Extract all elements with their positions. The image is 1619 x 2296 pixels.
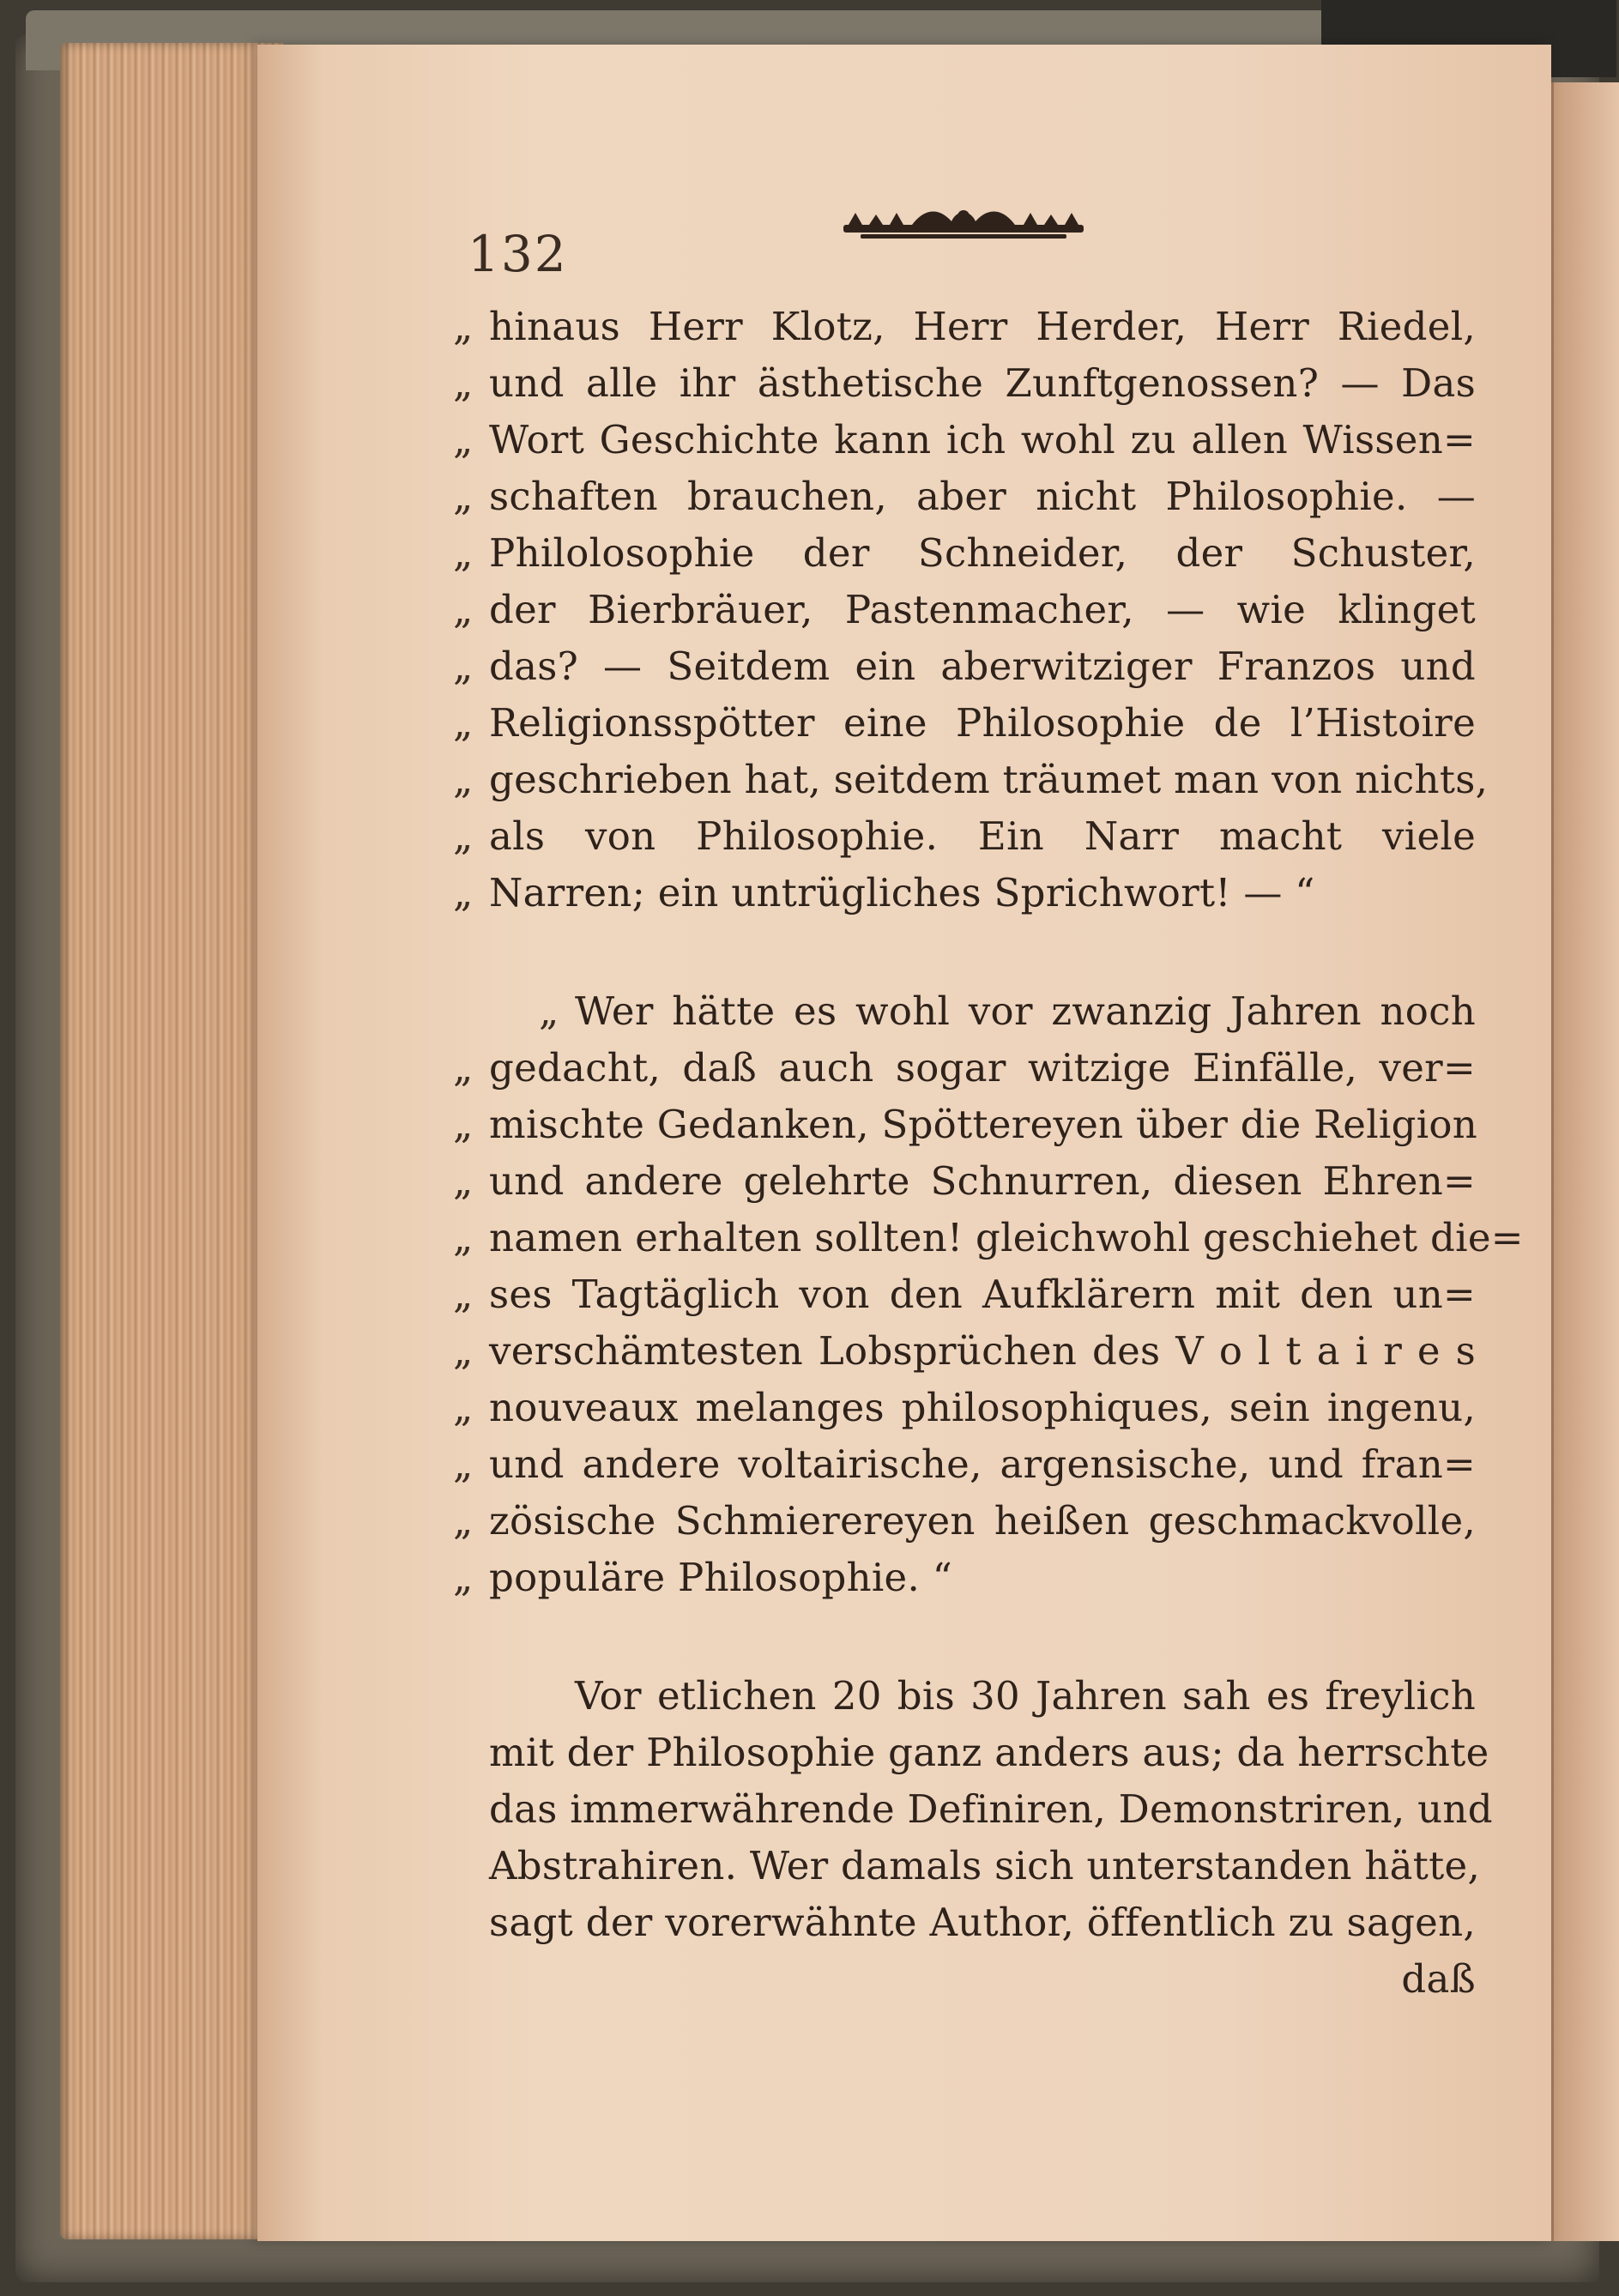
quote-mark: „ [453,1555,474,1600]
line-text: Narren; ein untrügliches Sprichwort! — “ [489,870,1315,915]
text-line [453,582,1476,638]
line-text: Religionsspötter eine Philosophie de l’Histoire [489,700,1476,746]
text-line [453,638,1476,695]
text-line [453,1266,1476,1323]
quote-mark: „ [453,1045,474,1091]
quote-mark: „ [453,1272,474,1317]
text-line [453,355,1476,412]
quote-mark: „ [453,700,474,746]
catchword [489,1951,1476,2008]
line-text: namen erhalten sollten! gleichwohl geschiehet die= [489,1215,1524,1260]
line-text: Vor etlichen 20 bis 30 Jahren sah es freylich [575,1673,1476,1719]
text-line [453,1097,1478,1153]
text-line [453,1040,1476,1097]
line-text: der Bierbräuer, Pastenmacher, — wie klinget [489,587,1476,632]
page-text [453,299,1524,2008]
line-text: daß [1401,1956,1476,2002]
line-text: das immerwährende Definiren, Demonstriren, und [489,1786,1493,1832]
text-line [453,525,1476,582]
line-text: schaften brauchen, aber nicht Philosophie. — [489,474,1476,519]
text-line [453,412,1476,468]
text-line [489,1781,1493,1838]
quote-mark: „ [453,813,474,859]
quote-mark: „ [453,474,474,519]
facing-page-edge [1551,82,1619,2241]
text-line [453,865,1476,921]
line-text: mischte Gedanken, Spöttereyen über die Religion [489,1102,1478,1147]
text-line [453,1153,1476,1210]
quote-mark: „ [453,1158,474,1204]
text-line [489,1894,1476,1951]
line-text: das? — Seitdem ein aberwitziger Franzos und [489,643,1476,689]
text-line [453,695,1476,752]
line-text: sagt der vorerwähnte Author, öffentlich zu sagen, [489,1900,1476,1945]
quote-mark: „ [453,1441,474,1487]
quote-mark: „ [453,643,474,689]
quote-mark: „ [453,757,474,802]
line-text: verschämtesten Lobsprüchen des V o l t a i r e s [489,1328,1476,1374]
text-line [453,1323,1476,1380]
quote-mark: „ [539,988,559,1034]
quote-mark: „ [453,1102,474,1147]
text-line [453,1380,1476,1436]
text-line [453,299,1476,355]
quote-mark: „ [453,417,474,462]
line-text: gedacht, daß auch sogar witzige Einfälle, ver= [489,1045,1476,1091]
line-text: nouveaux melanges philosophiques, sein ingenu, [489,1385,1476,1430]
text-line [489,1838,1481,1894]
quote-mark: „ [453,1498,474,1544]
quote-mark: „ [453,360,474,406]
line-text: ses Tagtäglich von den Aufklärern mit den un= [489,1272,1476,1317]
text-line [453,808,1476,865]
ornament-icon [843,204,1084,247]
paragraph-gap [489,921,1476,983]
line-text: populäre Philosophie. “ [489,1555,953,1600]
quote-mark: „ [453,530,474,576]
line-text: Abstrahiren. Wer damals sich unterstanden hätte, [489,1843,1481,1888]
paragraph-gap [489,1606,1476,1668]
line-text: mit der Philosophie ganz anders aus; da herrschte [489,1730,1489,1775]
text-line [489,1668,1476,1725]
text-line [453,468,1476,525]
line-text: Philolosophie der Schneider, der Schuster, [489,530,1476,576]
text-line [489,1725,1489,1781]
line-text: und alle ihr ästhetische Zunftgenossen? — Das [489,360,1476,406]
text-line [453,1436,1476,1493]
text-line [453,752,1489,808]
paragraph-2 [453,983,1524,1606]
quote-mark: „ [453,1215,474,1260]
paragraph-1 [453,299,1489,921]
quote-mark: „ [453,1385,474,1430]
line-text: hinaus Herr Klotz, Herr Herder, Herr Riedel, [489,304,1476,349]
quote-mark: „ [453,870,474,915]
quote-mark: „ [453,1328,474,1374]
line-text: Wort Geschichte kann ich wohl zu allen Wissen= [489,417,1476,462]
line-text: Wer hätte es wohl vor zwanzig Jahren noch [575,988,1476,1034]
page-number: 132 [468,225,568,283]
line-text: und andere gelehrte Schnurren, diesen Ehren= [489,1158,1476,1204]
line-text: und andere voltairische, argensische, und fran= [489,1441,1476,1487]
quote-mark: „ [453,587,474,632]
page-edges [60,43,283,2239]
quote-mark: „ [453,304,474,349]
paragraph-3 [489,1668,1493,2008]
text-line [453,1493,1476,1550]
line-text: geschrieben hat, seitdem träumet man von nichts, [489,757,1489,802]
text-line [453,1550,1476,1606]
line-text: zösische Schmierereyen heißen geschmackvolle, [489,1498,1476,1544]
text-line [453,1210,1524,1266]
text-line [489,983,1476,1040]
line-text: als von Philosophie. Ein Narr macht viele [489,813,1476,859]
